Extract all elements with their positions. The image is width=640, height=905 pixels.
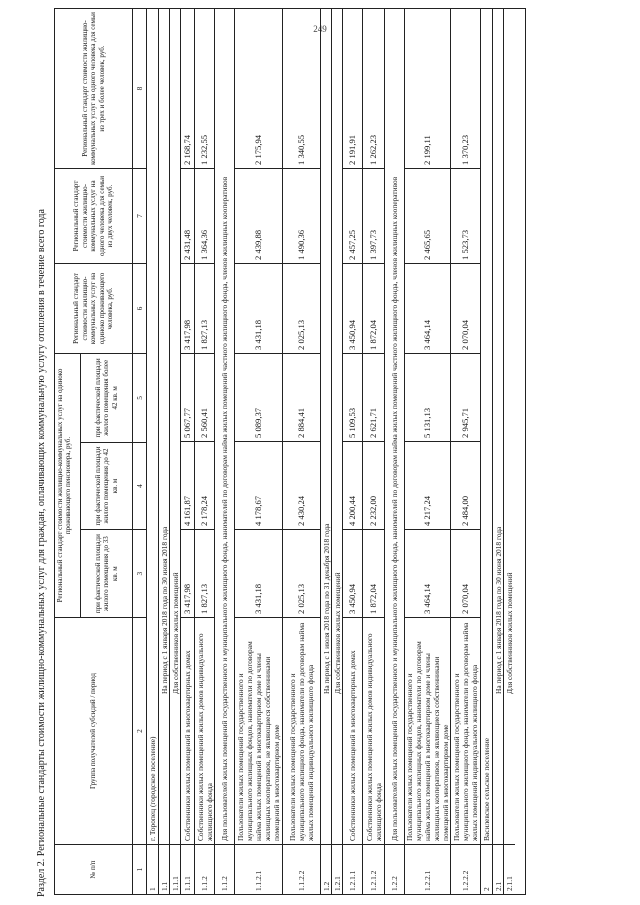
column-number: 7 [133,168,146,263]
value-cell: 1 872,04 [363,263,384,353]
table-row [181,9,195,894]
value-cell: 2 070,04 [451,529,480,617]
table-row [451,9,481,894]
row-label: Собственники жилых помещений жилых домов индивидуального жилищного фонда [195,617,214,844]
table-header-row [55,9,133,894]
value-cell: 5 109,53 [343,353,362,441]
value-cell: 4 200,44 [343,441,362,529]
subsection-label: Для собственников жилых помещений [170,572,180,694]
row-index: 1.1.1 [170,844,180,894]
value-cell: 5 089,37 [235,353,282,441]
header-pensioner-42: при фактической площади жилого помещения до 42 кв. м [81,442,132,530]
value-cell: 5 067,77 [181,353,194,441]
row-label: Собственники жилых помещений в многоквартирных домах [343,617,362,844]
row-index: 1.1.2 [215,844,234,894]
period-label: На период с 1 января 2018 года по 30 июня 2018 года [493,526,503,694]
row-label: Пользователи жилых помещений государственного и муниципального жилищных фондов, наниматели по договорам найма жилых помещений в многоквартирном доме и члены жилищных кооперативов, не являющиеся собственниками помещений в многоквартирном доме [235,617,282,844]
period-label: На период с 1 января 2018 года по 30 июня 2018 года [159,526,169,694]
subsection-label: Для пользователей жилых помещений государственного и муниципального жилищного фонда, нанимателей по договорам найма жилых помещений частного жилищного фонда, членов жилищных кооперативов [390,176,399,841]
row-index: 1.1.2.1 [235,844,282,894]
row-index: 1 [147,844,158,894]
table-row [235,9,283,894]
value-cell: 3 417,98 [181,263,194,353]
row-index: 1.2.2.2 [451,844,480,894]
subsection-row [170,9,181,894]
period-label: На период с 1 июля 2018 года по 31 декабря 2018 года [321,523,331,694]
value-cell: 2 484,00 [451,441,480,529]
column-number-row [133,9,147,894]
value-cell: 2 175,94 [253,134,263,165]
header-pensioner-33: при фактической площади жилого помещения до 33 кв. м [81,529,132,617]
table-row [363,9,385,894]
row-label: Пользователи жилых помещений государственного и муниципального жилищного фонда, наниматели по договорам найма жилых помещений индивидуального жилищного фонда [283,617,320,844]
table-row [147,9,159,894]
row-index: 1.2.2.1 [405,844,450,894]
column-number: 3 [133,529,146,617]
value-cell: 2 025,13 [283,529,320,617]
header-single: Региональный стандарт стоимости жилищно-коммунальных услуг на одиноко проживающего человека, руб. [55,263,132,353]
value-cell: 2 560,41 [195,353,214,441]
header-pensioner-more: при фактической площади жилого помещения более 42 кв. м [93,358,119,438]
table-row [405,9,451,894]
section-title: Раздел 2. Региональные стандарты стоимости жилищно-коммунальных услуг для граждан, оплачивающих коммунальную услугу отопления в течение всего года [36,209,47,897]
value-cell: 1 523,73 [451,168,480,263]
page-number: 249 [313,24,327,34]
column-number: 1 [133,844,146,894]
header-family-three: Региональный стандарт стоимости жилищно-коммунальных услуг на одного человека для семьи из трех и более человек, руб. [80,12,106,165]
value-cell: 1 827,13 [195,263,214,353]
period-row [159,9,170,894]
header-pensioner-group [55,353,132,617]
value-cell: 2 457,25 [343,168,362,263]
row-label: Пользователи жилых помещений государственного и муниципального жилищных фондов, наниматели по договорам найма жилых помещений в многоквартирном доме и члены жилищных кооперативов, не являющиеся собственниками помещений в многоквартирном доме [405,617,450,844]
header-family-two: Региональный стандарт стоимости жилищно-коммунальных услуг на одного человека для семьи из двух человек, руб. [55,168,132,263]
row-index: 1.2.1 [332,844,342,894]
value-cell: 2 178,24 [195,441,214,529]
value-cell: 1 262,23 [368,134,378,165]
subsection-label: Для пользователей жилых помещений государственного и муниципального жилищного фонда, нанимателей по договорам найма жилых помещений частного жилищного фонда, членов жилищных кооперативов [220,176,229,841]
value-cell: 2 884,41 [283,353,320,441]
table-row [481,9,493,894]
value-cell: 2 465,65 [405,168,450,263]
subsection-row [385,9,405,894]
header-group-name: Группа получателей субсидий / период [55,617,132,844]
value-cell: 4 217,24 [405,441,450,529]
table-row [343,9,363,894]
row-index: 1.2 [321,844,331,894]
value-cell: 3 464,14 [405,529,450,617]
row-index: 2.1 [493,844,503,894]
row-label: Собственники жилых помещений в многоквартирных домах [181,617,194,844]
column-number: 6 [133,263,146,353]
value-cell: 4 161,87 [181,441,194,529]
value-cell: 1 827,13 [195,529,214,617]
row-label: Собственники жилых помещений жилых домов индивидуального жилищного фонда [363,617,384,844]
value-cell: 2 025,13 [283,263,320,353]
value-cell: 1 364,36 [195,168,214,263]
value-cell: 3 450,94 [343,529,362,617]
value-cell: 2 431,48 [181,168,194,263]
row-index: 1.2.1.1 [343,844,362,894]
value-cell: 3 464,14 [405,263,450,353]
subsection-row [215,9,235,894]
column-number: 8 [135,86,144,91]
value-cell: 1 397,73 [363,168,384,263]
value-cell: 1 872,04 [363,529,384,617]
value-cell: 3 431,18 [235,263,282,353]
value-cell: 1 340,55 [296,134,306,165]
column-number: 4 [133,442,146,530]
row-label: Пользователи жилых помещений государственного и муниципального жилищного фонда, наниматели по договорам найма жилых помещений индивидуального жилищного фонда [451,617,480,844]
settlement-name: Василевское сельское поселение [482,737,491,841]
period-row [493,9,504,894]
value-cell: 1 232,55 [199,134,209,165]
value-cell: 3 450,94 [343,263,362,353]
row-index: 1.2.2 [385,844,404,894]
row-index: 2.1.1 [504,844,515,894]
settlement-name: г. Торопец (городское поселение) [148,736,157,841]
value-cell: 2 945,71 [451,353,480,441]
subsection-label: Для собственников жилых помещений [505,572,514,694]
header-index: № п/п [55,844,132,894]
value-cell: 2 232,00 [363,441,384,529]
row-index: 1.2.1.2 [363,844,384,894]
standards-table [54,8,526,895]
row-index: 2 [481,844,492,894]
column-number: 5 [135,395,144,400]
value-cell: 1 370,23 [460,134,470,165]
table-row [283,9,321,894]
table-row [195,9,215,894]
value-cell: 5 131,13 [405,353,450,441]
column-number: 2 [133,617,146,844]
value-cell: 2 168,74 [182,134,192,165]
value-cell: 1 490,36 [283,168,320,263]
row-index: 1.1 [159,844,169,894]
subsection-label: Для собственников жилых помещений [332,572,342,694]
value-cell: 2 621,71 [363,353,384,441]
value-cell: 2 199,11 [422,135,432,165]
value-cell: 2 191,91 [347,134,357,165]
row-index: 1.1.2 [195,844,214,894]
row-index: 1.1.2.2 [283,844,320,894]
subsection-row [504,9,515,894]
value-cell: 3 431,18 [235,529,282,617]
value-cell: 4 178,67 [235,441,282,529]
value-cell: 2 070,04 [451,263,480,353]
value-cell: 3 417,98 [181,529,194,617]
subsection-row [332,9,343,894]
value-cell: 2 439,88 [235,168,282,263]
row-index: 1.1.1 [181,844,194,894]
value-cell: 2 430,24 [283,441,320,529]
header-pensioner-title: Региональный стандарт стоимости жилищно-коммунальных услуг на одиноко проживающего пенсионера, руб. [55,354,81,617]
period-row [321,9,332,894]
